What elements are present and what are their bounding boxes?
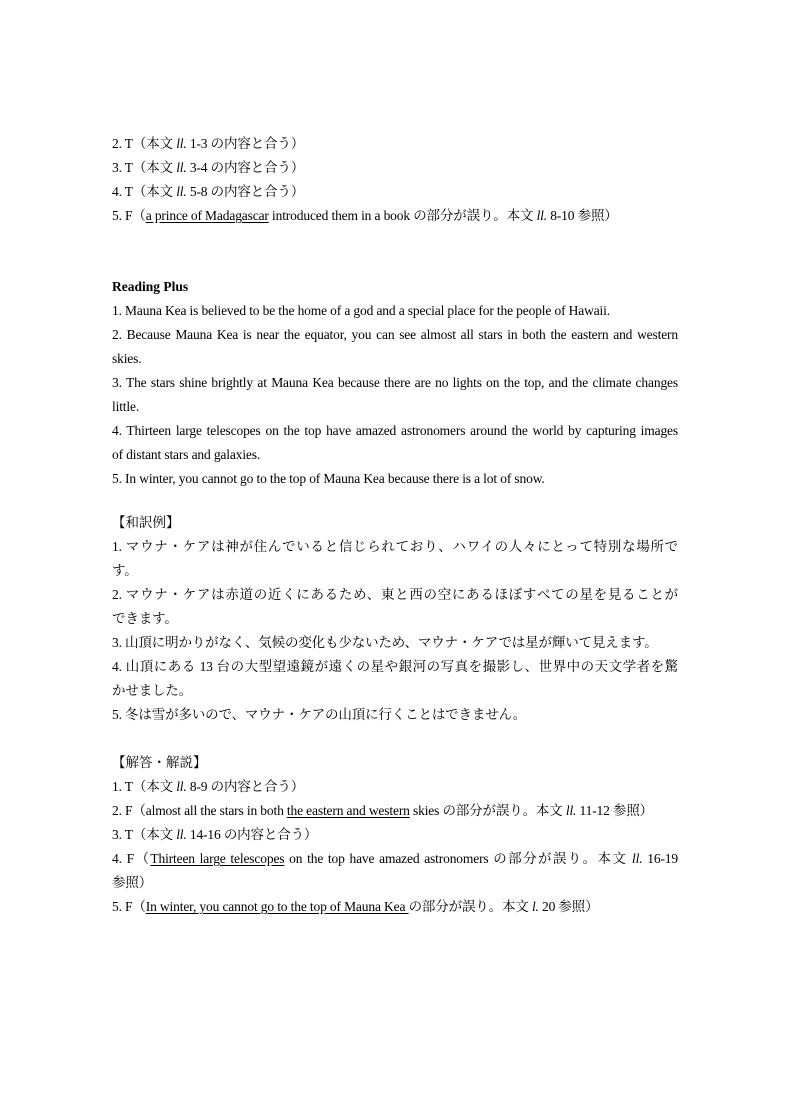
text-run: 4. 山頂にある 13 台の大型望遠鏡が遠くの星や銀河の写真を撮影し、世界中の天文学者を驚 — [112, 659, 678, 674]
text-run: 3. 山頂に明かりがなく、気候の変化も少ないため、マウナ・ケアでは星が輝いて見えます。 — [112, 635, 658, 650]
text-run: 5-8 の内容と合う） — [186, 184, 305, 199]
text-run: 3. T（本文 — [112, 160, 177, 175]
text-line — [112, 871, 678, 895]
text-run: skies の部分が誤り。本文 — [409, 803, 566, 818]
italic-text: ll. — [176, 184, 187, 199]
text-run: 5. 冬は雪が多いので、マウナ・ケアの山頂に行くことはできません。 — [112, 707, 527, 722]
text-line — [112, 395, 678, 419]
text-line — [112, 823, 678, 847]
text-run: 1. マウナ・ケアは神が住んでいると信じられており、ハワイの人々にとって特別な場所で — [112, 539, 678, 554]
text-line — [112, 323, 678, 347]
italic-text: ll. — [176, 160, 187, 175]
text-run: 11-12 参照） — [576, 803, 654, 818]
text-run: 1. T（本文 — [112, 779, 177, 794]
text-line — [112, 559, 678, 583]
text-run: 2. Because Mauna Kea is near the equator, you can see almost all stars in both the eastern and western — [112, 327, 678, 342]
text-run: 8-9 の内容と合う） — [186, 779, 305, 794]
text-line — [112, 419, 678, 443]
text-line — [112, 443, 678, 467]
text-run: 5. In winter, you cannot go to the top of Mauna Kea because there is a lot of snow. — [112, 471, 545, 486]
text-run: できます。 — [112, 611, 178, 626]
text-run: little. — [112, 399, 140, 414]
text-line — [112, 655, 678, 679]
section-answers-explanation — [112, 751, 678, 919]
text-line — [112, 371, 678, 395]
underlined-text: Thirteen large telescopes — [150, 851, 285, 866]
text-line — [112, 775, 678, 799]
text-run: 2. F（almost all the stars in both — [112, 803, 287, 818]
section-reading-plus — [112, 275, 678, 491]
text-run: 参照） — [112, 875, 153, 890]
text-line — [112, 799, 678, 823]
text-line — [112, 204, 678, 228]
explanation-lines — [112, 775, 678, 919]
text-line — [112, 607, 678, 631]
text-run: introduced them in a book の部分が誤り。本文 — [268, 208, 537, 223]
text-run: 4. T（本文 — [112, 184, 177, 199]
reading-plus-statements — [112, 299, 678, 491]
italic-text: ll. — [536, 208, 548, 223]
text-run: 20 参照） — [538, 899, 599, 914]
section-japanese-translation — [112, 511, 678, 727]
text-run: す。 — [112, 563, 138, 578]
text-run: 5. F（ — [112, 899, 146, 914]
text-run: 1-3 の内容と合う） — [186, 136, 305, 151]
text-run: の部分が誤り。本文 — [408, 899, 532, 914]
text-run: 3. The stars shine brightly at Mauna Kea because there are no lights on the top, and the climate changes — [112, 375, 678, 390]
text-line — [112, 631, 678, 655]
text-line — [112, 467, 678, 491]
underlined-text: In winter, you cannot go to the top of Mauna Kea — [145, 899, 409, 914]
italic-text: ll. — [632, 851, 643, 866]
text-line — [112, 535, 678, 559]
text-run: of distant stars and galaxies. — [112, 447, 261, 462]
section-heading-explanation: 【解答・解説】 — [112, 755, 207, 770]
text-line — [112, 156, 678, 180]
text-line — [112, 703, 678, 727]
text-line — [112, 132, 678, 156]
text-line — [112, 679, 678, 703]
text-run: 4. F（ — [112, 851, 151, 866]
text-run: 3. T（本文 — [112, 827, 177, 842]
italic-text: ll. — [176, 827, 187, 842]
text-line — [112, 895, 678, 919]
text-run: 1. Mauna Kea is believed to be the home of a god and a special place for the people of Hawaii. — [112, 303, 610, 318]
text-line — [112, 347, 678, 371]
text-run: 4. Thirteen large telescopes on the top have amazed astronomers around the world by capturing images — [112, 423, 678, 438]
italic-text: ll. — [176, 136, 187, 151]
text-run: 14-16 の内容と合う） — [186, 827, 318, 842]
text-run: skies. — [112, 351, 142, 366]
underlined-text: the eastern and western — [286, 803, 410, 818]
italic-text: ll. — [565, 803, 577, 818]
text-run: 2. T（本文 — [112, 136, 177, 151]
italic-text: ll. — [176, 779, 187, 794]
underlined-text: a prince of Madagascar — [145, 208, 269, 223]
section-heading-reading-plus: Reading Plus — [112, 279, 189, 294]
italic-text: l. — [531, 899, 539, 914]
section-truefalse-answers — [112, 132, 678, 228]
text-run: 3-4 の内容と合う） — [186, 160, 305, 175]
text-run: on the top have amazed astronomers の部分が誤り。本文 — [284, 851, 633, 866]
section-heading-translation: 【和訳例】 — [112, 515, 180, 530]
text-run: 16-19 — [642, 851, 678, 866]
text-run: 8-10 参照） — [547, 208, 618, 223]
text-line — [112, 299, 678, 323]
text-line — [112, 180, 678, 204]
text-line — [112, 583, 678, 607]
text-line — [112, 847, 678, 871]
text-run: 2. マウナ・ケアは赤道の近くにあるため、東と西の空にあるほぼすべての星を見ることが — [112, 587, 678, 602]
text-run: 5. F（ — [112, 208, 146, 223]
text-run: かせました。 — [112, 683, 193, 698]
translation-lines — [112, 535, 678, 727]
